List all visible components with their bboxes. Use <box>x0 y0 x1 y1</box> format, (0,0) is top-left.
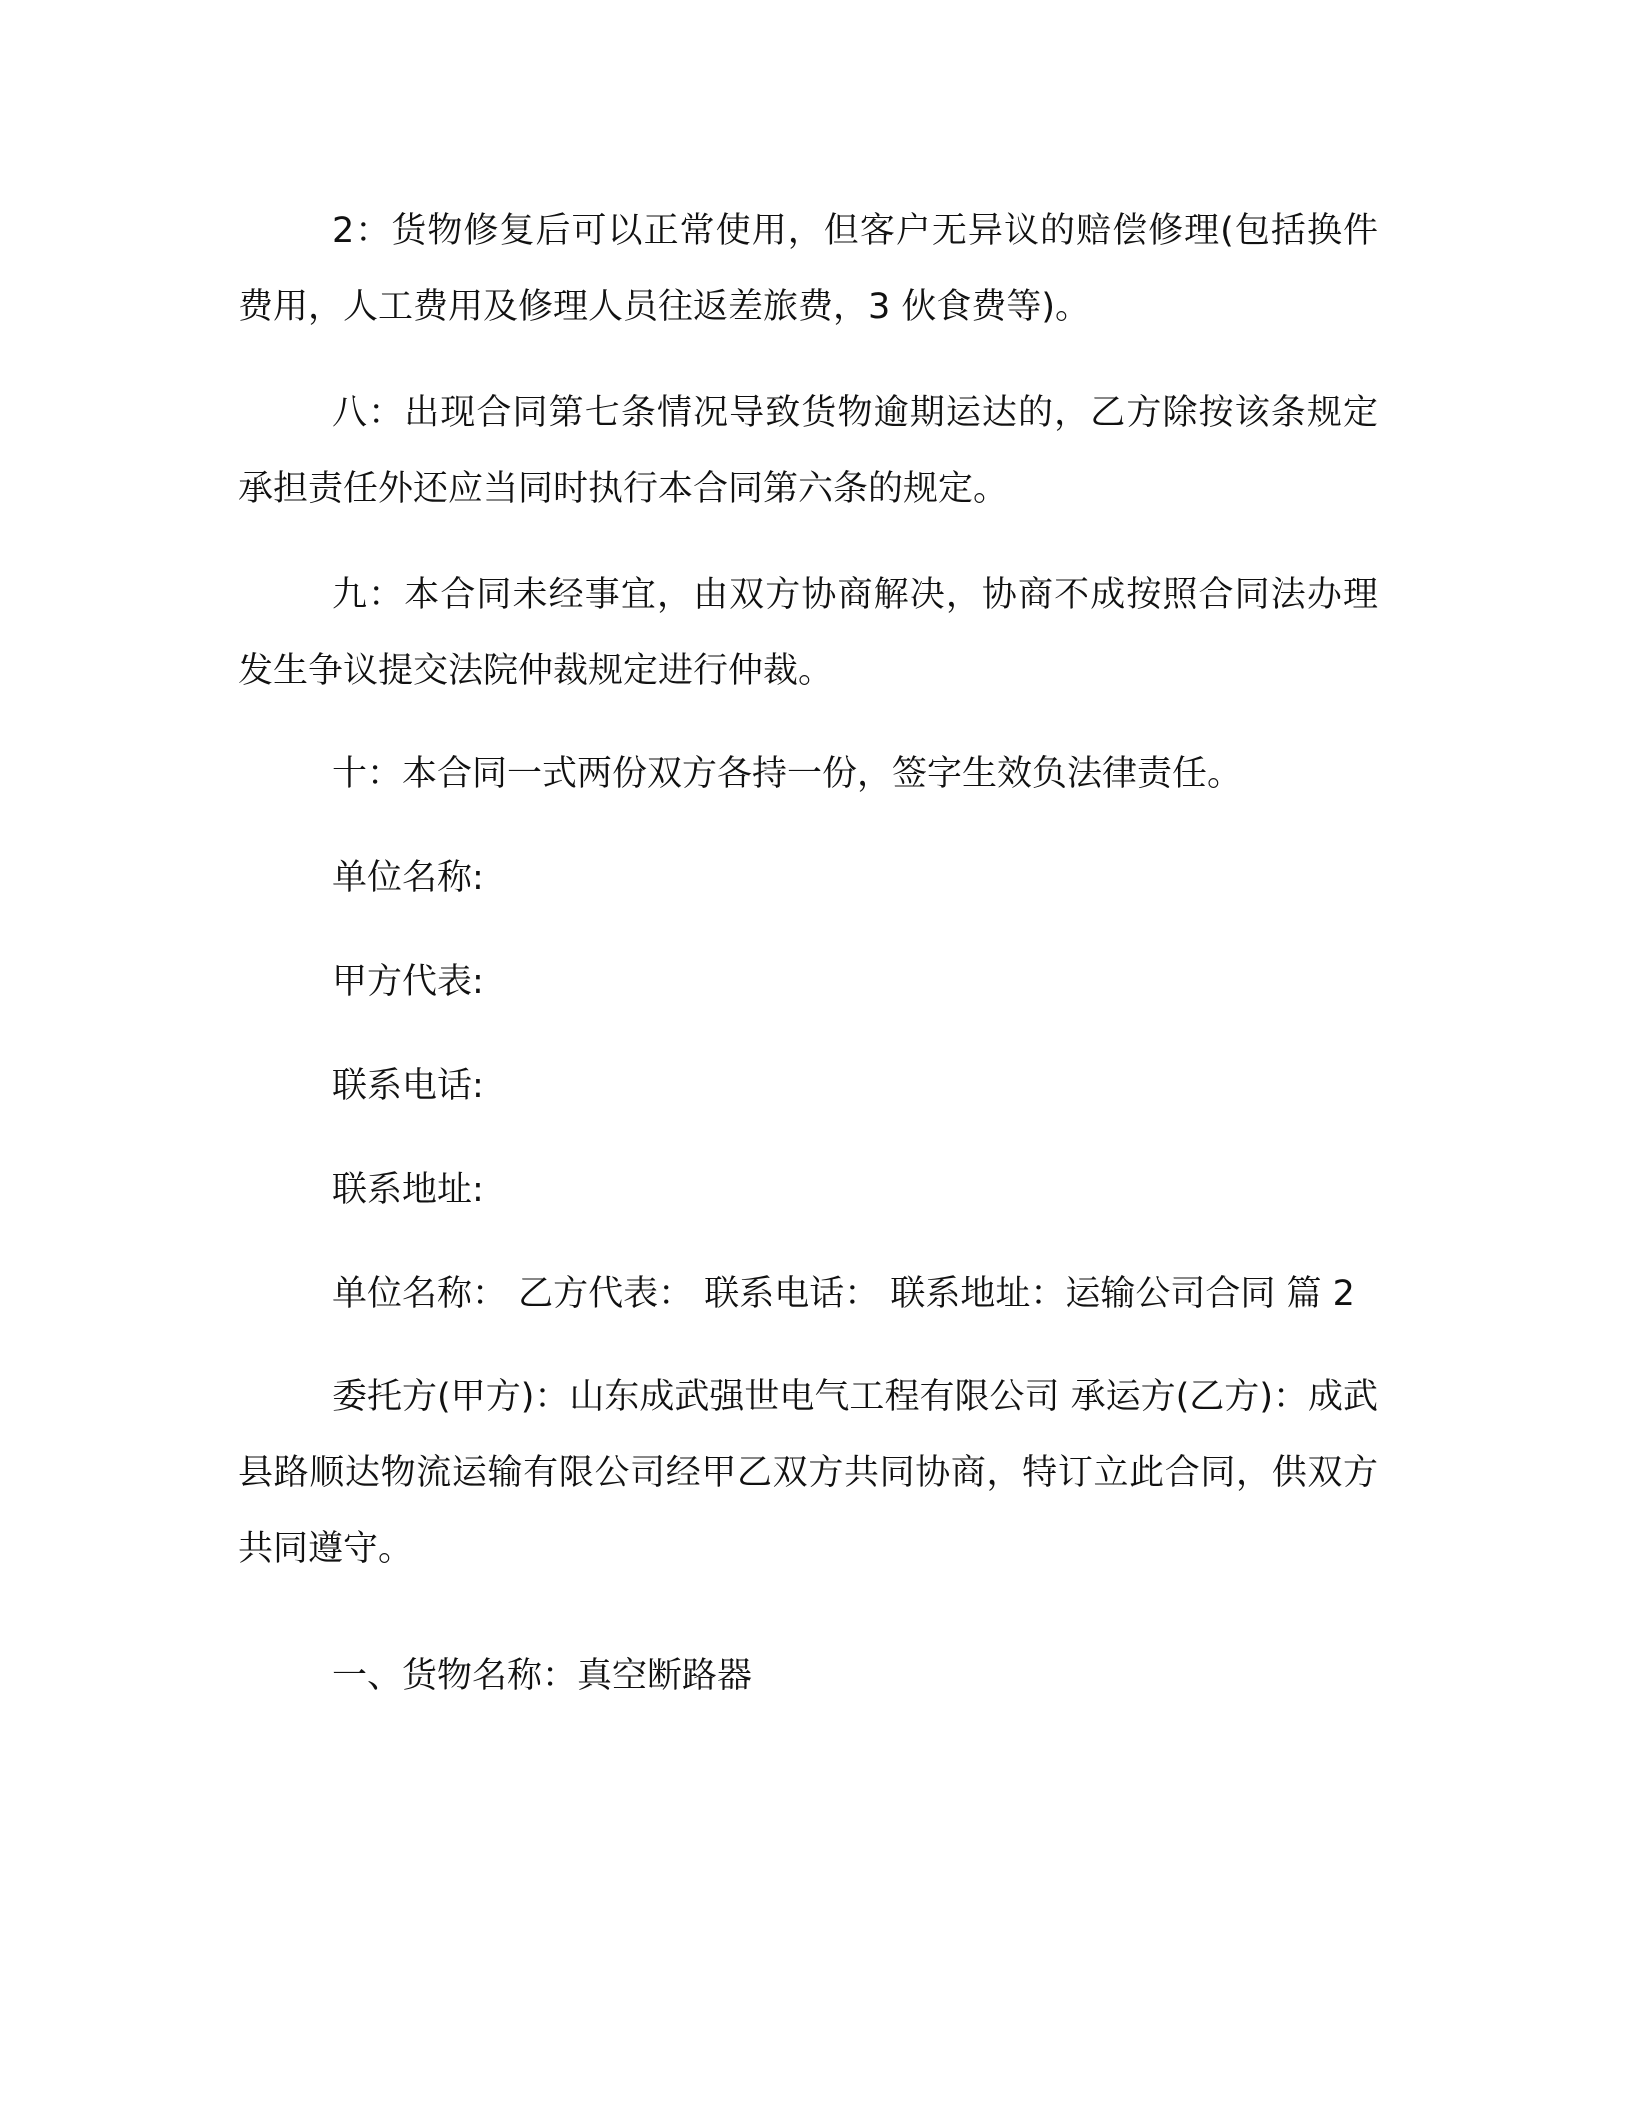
party-a-phone: 联系电话: <box>332 1066 484 1106</box>
party-a-representative: 甲方代表: <box>332 962 484 1002</box>
clause-7-item-2: 2：货物修复后可以正常使用，但客户无异议的赔偿修理(包括换件费用，人工费用及修理人员往返差旅费，3 伙食费等)。 <box>238 211 1378 327</box>
clause-9: 九：本合同未经事宜，由双方协商解决，协商不成按照合同法办理发生争议提交法院仲裁规定进行仲裁。 <box>238 575 1378 691</box>
clause-8: 八：出现合同第七条情况导致货物逾期运达的，乙方除按该条规定承担责任外还应当同时执行本合同第六条的规定。 <box>238 393 1378 509</box>
document-body <box>238 193 1378 1714</box>
section-1-cargo-name: 一、货物名称：真空断路器 <box>332 1656 753 1696</box>
party-a-address: 联系地址: <box>332 1170 484 1210</box>
clause-10: 十：本合同一式两份双方各持一份，签字生效负法律责任。 <box>332 754 1243 794</box>
party-b-signature-line: 单位名称： 乙方代表： 联系电话： 联系地址：运输公司合同 篇 2 <box>332 1274 1355 1314</box>
contract-parties-intro: 委托方(甲方)：山东成武强世电气工程有限公司 承运方(乙方)：成武县路顺达物流运输有限公司经甲乙双方共同协商，特订立此合同，供双方共同遵守。 <box>238 1377 1378 1569</box>
party-a-unit-name: 单位名称: <box>332 858 484 898</box>
